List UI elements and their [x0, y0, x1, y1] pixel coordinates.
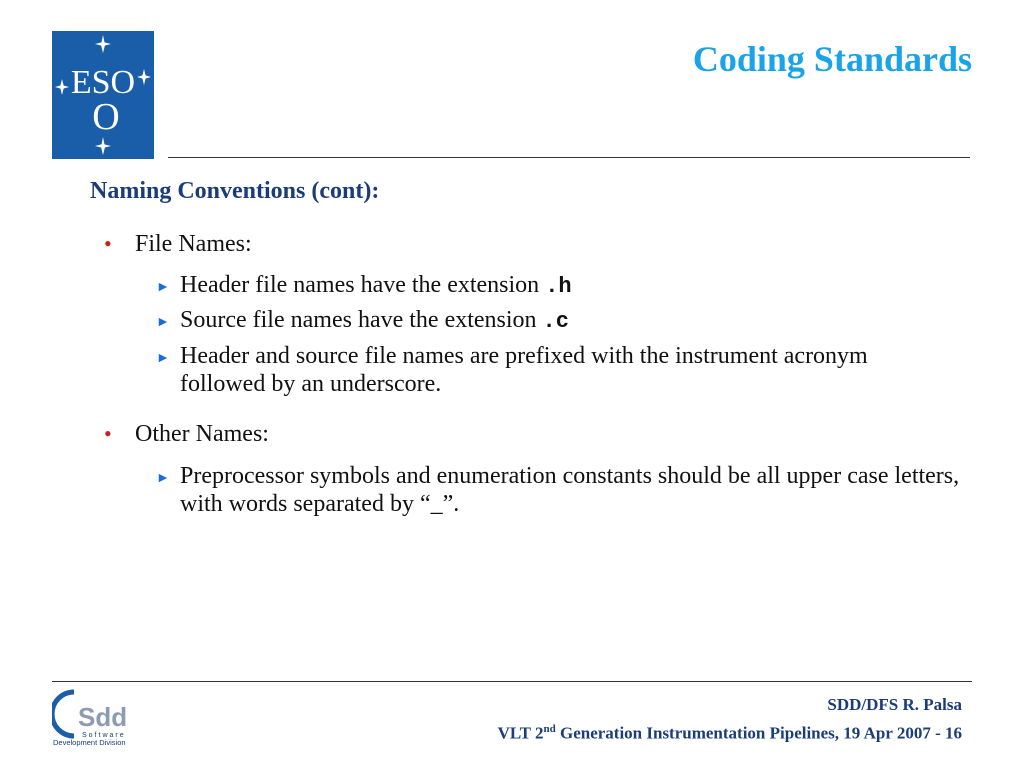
footer-author: SDD/DFS R. Palsa: [827, 695, 962, 714]
footer-event-prefix: VLT 2: [497, 723, 544, 743]
list-item-text: Source file names have the extension: [180, 307, 543, 333]
sdd-logo-text: Sdd: [78, 702, 128, 732]
footer: [498, 693, 962, 746]
section-heading: Naming Conventions (cont):: [90, 178, 380, 204]
bullet-label: Other Names:: [135, 421, 269, 447]
arrow-right-icon: ►: [156, 471, 170, 486]
eso-logo: [52, 31, 154, 159]
bullet-dot-icon: •: [104, 421, 112, 446]
bullet-dot-icon: •: [104, 231, 112, 256]
arrow-right-icon: ►: [156, 280, 170, 295]
sdd-logo: [52, 688, 148, 748]
list-item-text: Preprocessor symbols and enumeration constants should be all upper case letters, with words separated by “_”.: [180, 463, 960, 517]
arrow-right-icon: ►: [156, 315, 170, 330]
footer-divider: [52, 681, 972, 682]
sdd-logo-sub2: Development Division: [53, 738, 126, 747]
svg-text:O: O: [92, 96, 120, 138]
footer-event: [498, 717, 962, 746]
footer-event-sup: nd: [543, 723, 556, 735]
list-item-text: Header file names have the extension: [180, 272, 546, 298]
header-divider: [168, 157, 970, 158]
list-item-text: Header and source file names are prefixed with the instrument acronym followed by an underscore.: [180, 343, 868, 397]
sdd-logo-sub1: Software: [82, 732, 126, 739]
page-title: Coding Standards: [692, 39, 972, 79]
code-extension: .h: [545, 274, 572, 299]
eso-logo-text: ESO: [70, 64, 136, 101]
arrow-right-icon: ►: [156, 351, 170, 366]
footer-event-suffix: Generation Instrumentation Pipelines, 19 Apr 2007 - 16: [555, 723, 962, 743]
code-extension: .c: [542, 309, 569, 334]
bullet-label: File Names:: [135, 231, 252, 257]
